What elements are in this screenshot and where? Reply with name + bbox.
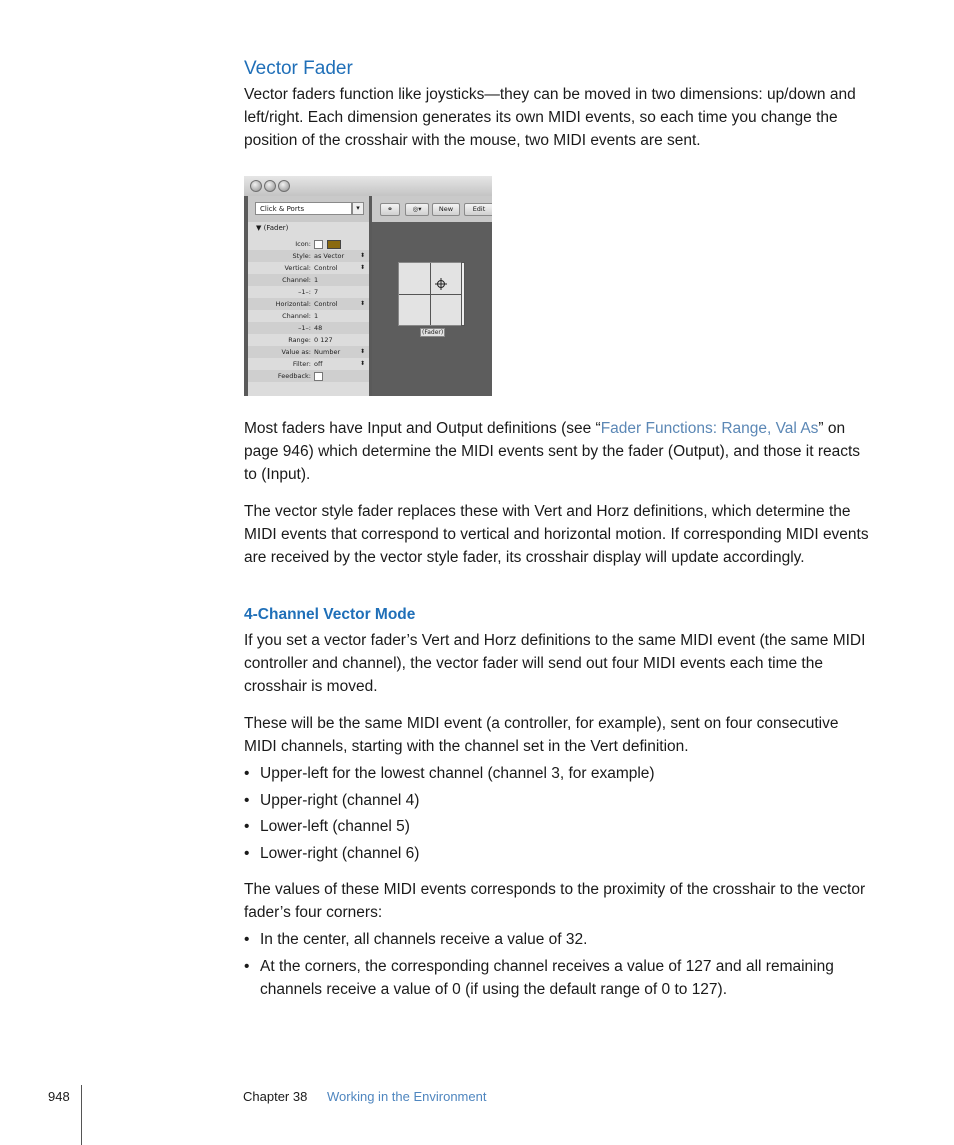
page-number: 948 [48, 1089, 70, 1104]
inspector-row[interactable] [248, 346, 369, 358]
edit-menu-button[interactable]: Edit [464, 203, 492, 216]
chapter-title-link[interactable]: Working in the Environment [327, 1089, 487, 1104]
inspector-row-label: Channel: [282, 276, 311, 284]
new-menu-button[interactable]: New [432, 203, 460, 216]
inspector-row-value[interactable]: Control [314, 264, 338, 272]
inspector-row-value[interactable]: Control [314, 300, 338, 308]
inspector-row-label: Filter: [292, 360, 311, 368]
inspector-row[interactable] [248, 238, 369, 250]
inspector-row-label: Vertical: [284, 264, 311, 272]
footer-divider [81, 1085, 82, 1145]
vector-fader-screenshot [244, 176, 492, 396]
window-titlebar [244, 176, 492, 196]
list-item: • Lower-right (channel 6) [244, 842, 874, 865]
list-item: • Lower-left (channel 5) [244, 815, 874, 838]
inspector-row-label: Horizontal: [275, 300, 311, 308]
intro-paragraph: Vector faders function like joysticks—they can be moved in two dimensions: up/down and left/right. Each dimension generates its own MIDI events, so each time you change the position of the crosshair with the mouse, two MIDI events are sent. [244, 86, 856, 149]
stepper-arrows-icon[interactable]: ⬍ [360, 360, 366, 367]
inspector-row[interactable] [248, 310, 369, 322]
environment-toolbar [372, 196, 492, 222]
proximity-paragraph: The values of these MIDI events corresponds to the proximity of the crosshair to the vector fader’s four corners: [244, 881, 866, 921]
fader-resize-handle[interactable] [461, 262, 465, 326]
midi-thru-icon[interactable]: ◎▾ [405, 203, 429, 216]
inspector-row[interactable] [248, 250, 369, 262]
inspector-row[interactable] [248, 274, 369, 286]
list-item: • In the center, all channels receive a value of 32. [244, 928, 874, 951]
feedback-checkbox[interactable] [314, 372, 323, 381]
vector-fader-pad[interactable] [398, 262, 462, 326]
layer-dropdown[interactable]: Click & Ports [255, 202, 352, 215]
icon-controls [314, 238, 341, 250]
four-channel-paragraph: If you set a vector fader’s Vert and Horz definitions to the same MIDI event (the same MIDI controller and channel), the vector fader will send out four MIDI events each time the crosshair is moved. [244, 632, 866, 695]
inspector-row[interactable] [248, 262, 369, 274]
inspector-row-value[interactable]: 1 [314, 276, 319, 284]
section-title: Vector Fader [244, 58, 353, 79]
fader-functions-link[interactable]: Fader Functions: Range, Val As [600, 420, 819, 437]
zoom-window-icon[interactable] [278, 180, 290, 192]
stepper-arrows-icon[interactable]: ⬍ [360, 264, 366, 271]
inspector-row-label: Range: [288, 336, 311, 344]
list-item: • Upper-left for the lowest channel (channel 3, for example) [244, 762, 874, 785]
inspector-row-value[interactable]: 7 [314, 288, 319, 296]
environment-canvas [372, 222, 492, 396]
inspector-row-value[interactable]: Number [314, 348, 341, 356]
fader-label: (Fader) [422, 329, 444, 336]
close-window-icon[interactable] [250, 180, 262, 192]
channel-corner-list [244, 762, 874, 868]
list-item: • At the corners, the corresponding channel receives a value of 127 and all remaining channels receive a value of 0 (if using the default range of 0 to 127). [244, 955, 874, 1001]
list-item: • Upper-right (channel 4) [244, 789, 874, 812]
inspector-row-label: Style: [292, 252, 311, 260]
inspector-row-label: –1–: [298, 324, 311, 332]
inspector-header [248, 196, 369, 222]
inspector-row-label: Value as: [281, 348, 311, 356]
icon-checkbox[interactable] [314, 240, 323, 249]
inspector-row[interactable] [248, 370, 369, 382]
stepper-arrows-icon[interactable]: ⬍ [360, 252, 366, 259]
inspector-row[interactable] [248, 334, 369, 346]
stepper-arrows-icon[interactable]: ⬍ [360, 348, 366, 355]
inspector-panel [248, 196, 369, 396]
inspector-row-label: –1–: [298, 288, 311, 296]
object-name[interactable]: ▼ (Fader) [256, 224, 289, 232]
inspector-row-label: Feedback: [277, 372, 311, 380]
inspector-row[interactable] [248, 286, 369, 298]
inspector-row-value[interactable]: off [314, 360, 323, 368]
fader-icon[interactable] [327, 240, 341, 249]
link-icon[interactable]: ⚭ [380, 203, 400, 216]
crosshair-icon[interactable] [435, 278, 447, 290]
value-list [244, 928, 874, 1004]
inspector-row-value[interactable]: as Vector [314, 252, 345, 260]
inspector-row-label: Channel: [282, 312, 311, 320]
subsection-title: 4-Channel Vector Mode [244, 606, 416, 623]
inspector-row[interactable] [248, 358, 369, 370]
inspector-row-value[interactable]: 48 [314, 324, 323, 332]
stepper-arrows-icon[interactable]: ⬍ [360, 300, 366, 307]
inspector-row-value[interactable]: 0 127 [314, 336, 333, 344]
inspector-row[interactable] [248, 298, 369, 310]
consecutive-channels-paragraph: These will be the same MIDI event (a controller, for example), sent on four consecutive MIDI channels, starting with the channel set in the Vert definition. [244, 715, 839, 755]
inspector-row-label: Icon: [295, 240, 311, 248]
chapter-number: Chapter 38 [243, 1089, 308, 1104]
minimize-window-icon[interactable] [264, 180, 276, 192]
inspector-row-value[interactable]: 1 [314, 312, 319, 320]
inspector-row[interactable] [248, 322, 369, 334]
chevron-down-icon[interactable]: ▾ [352, 202, 364, 215]
io-definitions-paragraph: Most faders have Input and Output definitions (see “Fader Functions: Range, Val As” on page 946) which determine the MIDI events sent by the fader (Output), and those it reacts to (Input). [244, 420, 861, 483]
vector-style-paragraph: The vector style fader replaces these with Vert and Horz definitions, which determine the MIDI events that correspond to vertical and horizontal motion. If corresponding MIDI events are received by the vector style fader, its crosshair display will update accordingly. [244, 503, 869, 566]
